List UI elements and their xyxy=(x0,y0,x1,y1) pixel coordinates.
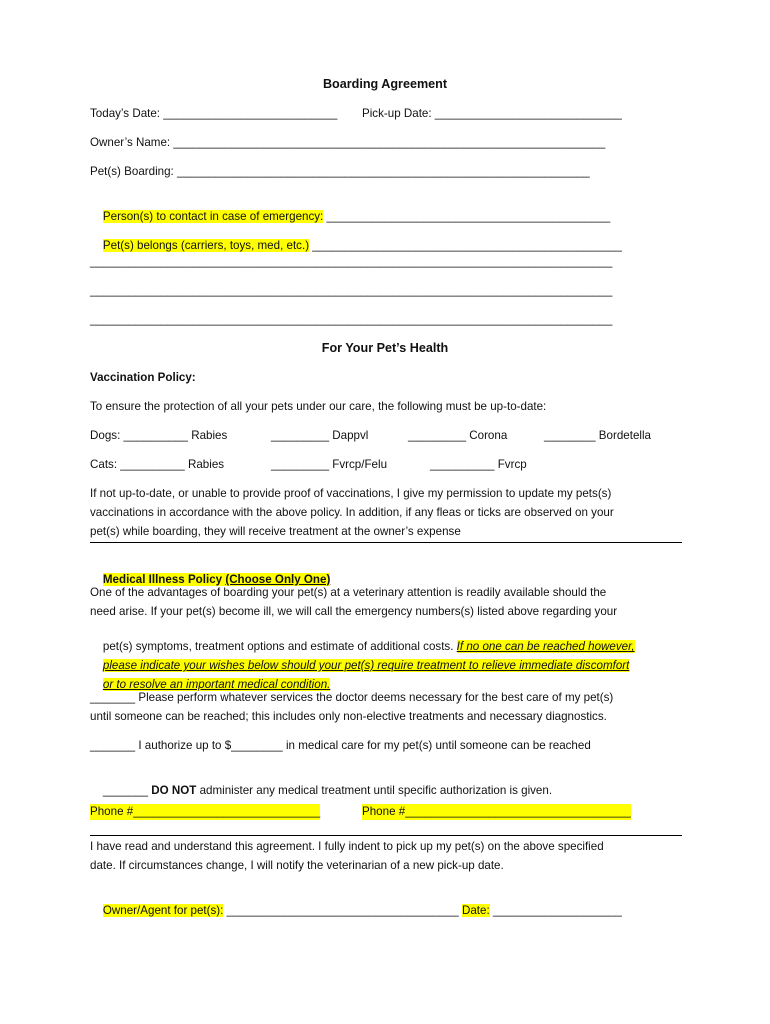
medical-paragraph-emphasis: If no one can be reached however, xyxy=(456,640,635,653)
cats-fvrcp-felu-field[interactable]: _________ Fvrcp/Felu xyxy=(271,458,388,471)
medical-option-full-care[interactable]: _______ Please perform whatever services the doctor deems necessary for the best care of my pet(s) xyxy=(90,691,614,704)
vaccination-policy-title: Vaccination Policy: xyxy=(90,371,196,384)
emergency-contact-blank[interactable]: ____________________________________________ xyxy=(323,210,611,223)
blank-line[interactable]: _________________________________________________________________________________ xyxy=(90,284,613,297)
pet-belongings-label: Pet(s) belongs (carriers, toys, med, etc.) xyxy=(102,239,310,252)
do-not-treat-emphasis: DO NOT xyxy=(151,784,197,797)
blank-line[interactable]: _________________________________________________________________________________ xyxy=(90,255,613,268)
emergency-contact-label: Person(s) to contact in case of emergency: xyxy=(102,210,324,223)
agreement-text-line: date. If circumstances change, I will notify the veterinarian of a new pick-up date. xyxy=(90,859,504,872)
section-divider xyxy=(90,835,682,836)
vaccination-paragraph-line: pet(s) while boarding, they will receive treatment at the owner’s expense xyxy=(90,525,461,538)
owner-name-field[interactable]: Owner’s Name: ___________________________________________________________________ xyxy=(90,136,606,149)
cats-fvrcp-field[interactable]: __________ Fvrcp xyxy=(430,458,527,471)
medical-policy-choice: (Choose Only One) xyxy=(225,573,331,586)
agreement-text-line: I have read and understand this agreement. I fully indent to pick up my pet(s) on the above specified xyxy=(90,840,604,853)
vaccination-paragraph-line: vaccinations in accordance with the above policy. In addition, if any fleas or ticks are observed on your xyxy=(90,506,614,519)
medical-option-authorize-amount[interactable]: _______ I authorize up to $________ in medical care for my pet(s) until someone can be reached xyxy=(90,739,591,752)
cats-rabies-field[interactable]: Cats: __________ Rabies xyxy=(90,458,225,471)
dogs-dappvl-field[interactable]: _________ Dappvl xyxy=(271,429,369,442)
do-not-treat-blank[interactable]: _______ xyxy=(102,784,152,797)
medical-policy-title-text: Medical Illness Policy xyxy=(102,573,226,586)
medical-paragraph-emphasis: or to resolve an important medical condition. xyxy=(102,678,331,691)
phone-field-2[interactable]: Phone #___________________________________ xyxy=(362,805,631,818)
phone-field-1[interactable]: Phone #_____________________________ xyxy=(90,805,321,818)
today-date-field[interactable]: Today’s Date: ___________________________ xyxy=(90,107,338,120)
pickup-date-field[interactable]: Pick-up Date: _____________________________ xyxy=(362,107,622,120)
dogs-rabies-field[interactable]: Dogs: __________ Rabies xyxy=(90,429,228,442)
medical-paragraph-emphasis: please indicate your wishes below should your pet(s) require treatment to relieve immediate discomfort xyxy=(102,659,630,672)
section-divider xyxy=(90,542,682,543)
dogs-corona-field[interactable]: _________ Corona xyxy=(408,429,508,442)
owner-agent-label: Owner/Agent for pet(s): xyxy=(102,904,224,917)
owner-signature-row[interactable] xyxy=(90,887,622,935)
document-title: Boarding Agreement xyxy=(322,77,448,91)
do-not-treat-text: administer any medical treatment until specific authorization is given. xyxy=(196,784,553,797)
health-heading: For Your Pet’s Health xyxy=(321,341,449,355)
blank-line[interactable]: _________________________________________________________________________________ xyxy=(90,313,613,326)
medical-option-full-care-continued: until someone can be reached; this includes only non-elective treatments and necessary diagnostics. xyxy=(90,710,607,723)
owner-agent-blank[interactable]: ____________________________________ xyxy=(223,904,462,917)
pets-boarding-field[interactable]: Pet(s) Boarding: ________________________________________________________________ xyxy=(90,165,590,178)
medical-paragraph-line: need arise. If your pet(s) become ill, we will call the emergency numbers(s) listed above regarding your xyxy=(90,605,618,618)
pet-belongings-blank[interactable]: ________________________________________________ xyxy=(309,239,622,252)
signature-date-blank[interactable]: ____________________ xyxy=(489,904,622,917)
medical-paragraph-line: One of the advantages of boarding your pet(s) at a veterinary attention is readily available should the xyxy=(90,586,607,599)
vaccination-intro: To ensure the protection of all your pets under our care, the following must be up-to-date: xyxy=(90,400,547,413)
signature-date-label: Date: xyxy=(461,904,490,917)
vaccination-paragraph-line: If not up-to-date, or unable to provide proof of vaccinations, I give my permission to update my pets(s) xyxy=(90,487,612,500)
dogs-bordetella-field[interactable]: ________ Bordetella xyxy=(544,429,652,442)
medical-paragraph-text: pet(s) symptoms, treatment options and estimate of additional costs. xyxy=(102,640,457,653)
